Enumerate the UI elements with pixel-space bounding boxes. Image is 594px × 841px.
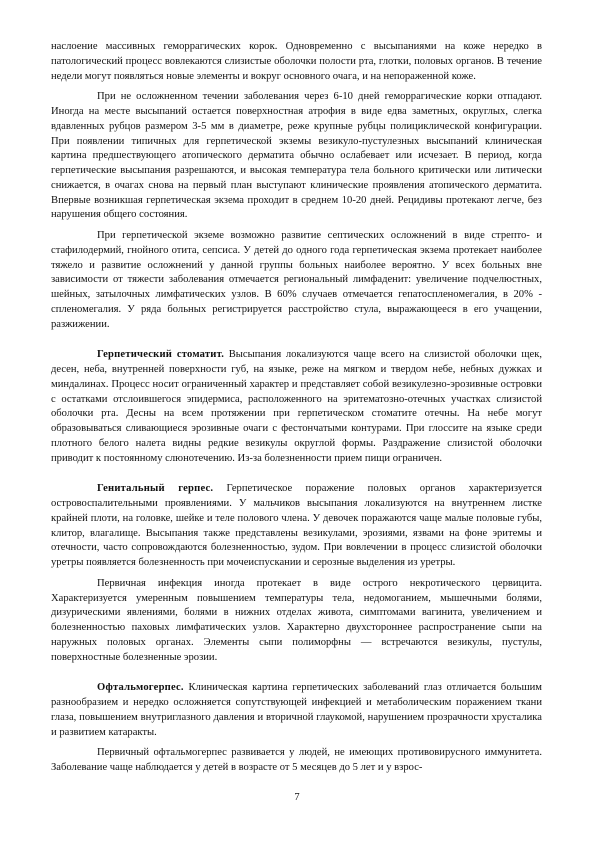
section-heading-ophthalmo: Офтальмогерпес. [97,682,184,694]
section-text-genital: Герпетическое поражение половых органов характеризуется островоспалительными проявлениями. У мальчиков высыпания локализуются на внутреннем листке крайней плоти, на головке, шейке и теле полового члена. У девочек поражаются чаще малые половые губы, клитор, влагалище. Высыпания также представлены везикулами, эрозиями, язвами на фоне эритемы и отечности, часто сопровождаются болезненностью, зудом. При вовлечении в процесс слизистой оболочки уретры появляется болезненность при мочеиспускании и серозные выделения из уретры. [51,483,543,568]
page-number: 7 [294,792,300,803]
section-genital-herpes [51,482,542,571]
paragraph-6: Первичная инфекция иногда протекает в виде острого некротического цервицита. Характеризуется умеренным повышением температуры тела, недомоганием, мышечными болями, дизурическими явлениями, болями в нижних отделах живота, симптомами вагинита, увеличением и болезненностью паховых лимфатических узлов. Характерно двухстороннее распространение сыпи на наружных половых органах. Элементы сыпи полиморфны — встречаются везикулы, пустулы, поверхностные болезненные эрозии. [51,577,542,663]
section-heading-stomatitis: Герпетический стоматит. [97,349,225,361]
paragraph-1: наслоение массивных геморрагических корок. Одновременно с высыпаниями на коже нередко в патологический процесс вовлекаются слизистые оболочки полости рта, глотки, половых органов. В течение недели могут появляться новые элементы и вокруг основного очага, и на непораженной коже. [51,41,542,82]
page-body [51,40,542,776]
section-heading-genital: Генитальный герпес. [97,483,214,495]
paragraph-3: При герпетической экземе возможно развитие септических осложнений в виде стрепто- и стафилодермий, гнойного отита, сепсиса. У детей до одного года герпетическая экзема протекает наиболее тяжело и развитие осложнений у данной группы больных наиболее вероятно. У всех больных вне зависимости от тяжести заболевания отмечается региональный лимфаденит: увеличение подчелюстных, шейных, затылочных лимфатических узлов. В 60% случаев отмечается гепатоспленомегалия, в 20% - спленомегалия. У ряда больных регистрируется расстройство стула, выражающееся в его учащении, разжижении. [51,230,542,330]
section-ophthalmoherpes [51,681,542,740]
paragraph-2: При не осложненном течении заболевания через 6-10 дней геморрагические корки отпадают. Иногда на месте высыпаний остается поверхностная атрофия в виде едва заметных, округлых, слегка вдавленных рубцов размером 3-5 мм в диаметре, реже крупные рубцы полициклической конфигурации. При появлении типичных для герпетической экземы везикуло-пустулезных высыпаний клиническая картина предшествующего атопического дерматита обычно ослабевает или исчезает. В период, когда герпетические высыпания разрешаются, и высокая температура тела больного критически или литически снижается, в очагах снова на первый план выступают клинические проявления атопического дерматита. Впервые возникшая герпетическая экзема проходит в среднем 10-20 дней. Рецидивы протекают легче, без нарушения общего состояния. [51,91,542,221]
section-text-ophthalmo: Клиническая картина герпетических заболеваний глаз отличается большим разнообразием и нередко осложняется сопутствующей инфекцией и метаболическим поражением ткани глаза, повышением внутриглазного давления и вторичной глаукомой, нарушением прозрачности хрусталика и развитием катаракты. [51,682,542,738]
section-herpetic-stomatitis [51,348,542,466]
section-text-stomatitis: Высыпания локализуются чаще всего на слизистой оболочки щек, десен, неба, внутренней поверхности губ, на языке, реже на мягком и твердом небе, небных дужках и миндалинах. Процесс носит ограниченный характер и представляет собой везикулезно-эрозивные островки с остатками отслоившегося эпидермиса, расположенного на эритематозно-отечных участках слизистой оболочки рта. Десны на всем протяжении при герпетическом стоматите отечны. На небе могут образовываться сливающиеся эрозивные очаги с фестончатыми контурами. При глоссите на языке среди плотного белого налета видны редкие везикулы округлой формы. Раздражение слизистой оболочки приводит к постоянному слюнотечению. Из-за болезненности прием пищи ограничен. [51,349,542,464]
paragraph-8: Первичный офтальмогерпес развивается у людей, не имеющих противовирусного иммунитета. Заболевание чаще наблюдается у детей в возрасте от 5 месяцев до 5 лет и у взрос- [51,747,542,773]
